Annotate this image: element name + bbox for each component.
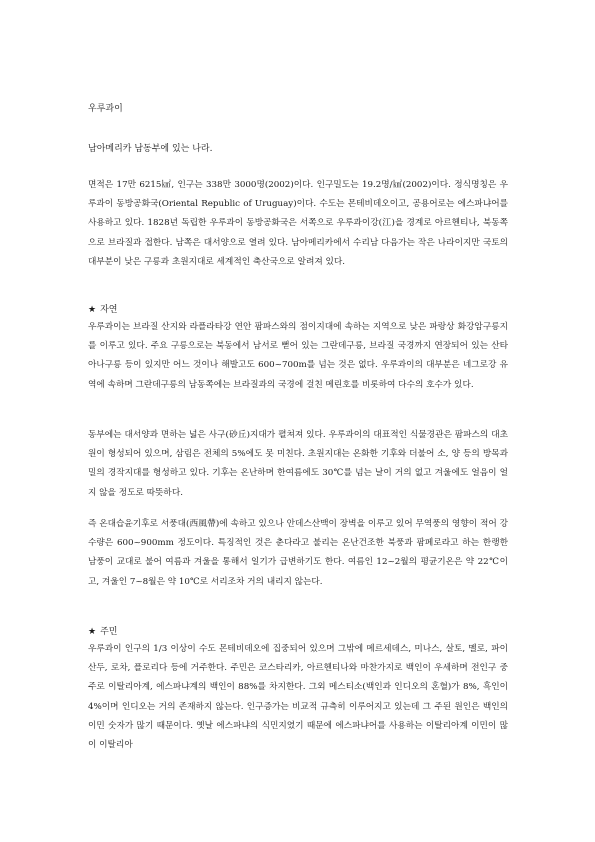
- people-paragraph-population: 우루과이 인구의 1/3 이상이 수도 몬테비데오에 집중되어 있으며 그밖에 메르세데스, 미나스, 살토, 멜로, 파이산두, 로차, 플로리다 등에 거주한다. 주민은 코스타리카, 아르헨티나와 마찬가지로 백인이 우세하며 전인구 중 주로 이탈리아계, 에스파냐계의 백인이 88%를 차지한다. 그외 메스티소(백인과 인디오의 혼혈)가 8%, 흑인이 4%이며 인디오는 거의 존재하지 않는다. 인구증가는 비교적 규측히 이루어지고 있는데 그 주된 원인은 백인의 이민 숫자가 많기 때문이다. 옛날 에스파냐의 식민지였기 때문에 에스파냐어를 사용하는 이탈리아계 이민이 많이 이탈리아: [88, 644, 508, 751]
- document-title: 우루과이: [88, 104, 123, 114]
- section-heading-nature: [88, 304, 117, 316]
- nature-paragraph-terrain: 우루과이는 브라질 산지와 라플라타강 연안 팜파스와의 점이지대에 속하는 지역으로 낮은 파랑상 화강암구릉지를 이루고 있다. 주요 구릉으로는 북동에서 남서로 뻗어 있는 그란데구릉, 브라질 국경까지 연장되어 있는 산타아나구릉 등이 있지만 어느 것이나 해발고도 600~700m를 넘는 것은 없다. 우루과이의 대부분은 네그로강 유역에 속하며 그란데구릉의 남동쪽에는 브라질과의 국경에 걸친 메린호를 비롯하여 다수의 호수가 있다.: [88, 322, 508, 390]
- star-icon: ★: [88, 305, 97, 315]
- section-heading-label: 자연: [100, 305, 118, 315]
- document-subtitle: 남아메리카 남동부에 있는 나라.: [88, 144, 213, 154]
- section-heading-people: [88, 626, 117, 638]
- intro-paragraph: 면적은 17만 6215㎢, 인구는 338만 3000명(2002)이다. 인구밀도는 19.2명/㎢(2002)이다. 정식명칭은 우루과이 동방공화국(Oriental Republic of Uruguay)이다. 수도는 몬테비데오이고, 공용어로는 에스파냐어를 사용하고 있다. 1828년 독립한 우루과이 동방공화국은 서쪽으로 우루과이강(江)을 경계로 아르헨티나, 북동쪽으로 브라질과 접한다. 남쪽은 대서양으로 열려 있다. 남아메리카에서 수리남 다음가는 작은 나라이지만 국토의 대부분이 낮은 구릉과 초원지대로 세계적인 축산국으로 알려져 있다.: [88, 180, 508, 267]
- star-icon: ★: [88, 627, 97, 637]
- nature-paragraph-vegetation: 동부에는 대서양과 면하는 넓은 사구(砂丘)지대가 펼쳐져 있다. 우루과이의 대표적인 식물경관은 팜파스의 대초원이 형성되어 있으며, 삼림은 전체의 5%에도 못 미친다. 초원지대는 온화한 기후와 더불어 소, 양 등의 방목과 밀의 경작지대를 형성하고 있다. 기후는 온난하며 한여름에도 30℃를 넘는 날이 거의 없고 겨울에도 얼음이 얼지 않을 정도로 따뜻하다.: [88, 430, 508, 498]
- section-heading-label: 주민: [100, 627, 118, 637]
- nature-paragraph-climate: 즉 온대습윤기후로 서풍대(西風帶)에 속하고 있으나 안데스산맥이 장벽을 이루고 있어 무역풍의 영향이 적어 강수량은 600~900mm 정도이다. 특징적인 것은 춘다라고 불리는 온난건조한 북풍과 팜페로라고 하는 한랭한 남풍이 교대로 불어 여름과 겨울을 통해서 일기가 급변하기도 한다. 여름인 12~2월의 평균기온은 약 22℃이고, 겨울인 7~8월은 약 10℃로 서리조차 거의 내리지 않는다.: [88, 519, 508, 587]
